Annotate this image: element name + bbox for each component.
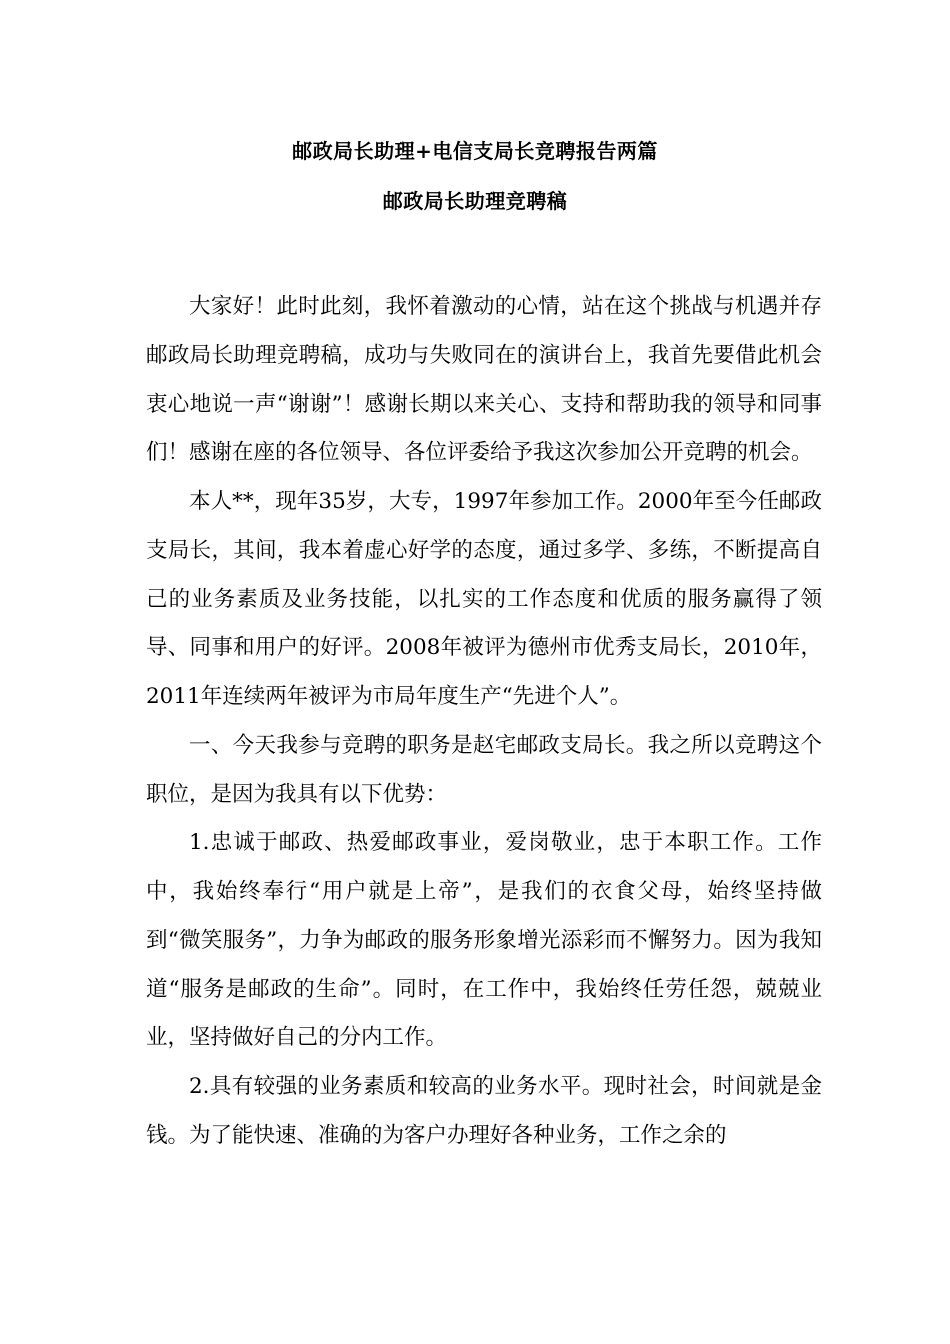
- paragraph-advantage-1: 1.忠诚于邮政、热爱邮政事业，爱岗敬业，忠于本职工作。工作中，我始终奉行“用户就是上帝”，是我们的衣食父母，始终坚持做到“微笑服务”，力争为邮政的服务形象增光添彩而不懈努力。因为我知道“服务是邮政的生命”。同时，在工作中，我始终任劳任怨，兢兢业业，坚持做好自己的分内工作。: [146, 830, 822, 1051]
- paragraph-position-reason: 一、今天我参与竞聘的职务是赵宅邮政支局长。我之所以竞聘这个职位，是因为我具有以下优势：: [146, 732, 822, 807]
- document-title: 邮政局长助理+电信支局长竞聘报告两篇: [292, 139, 658, 163]
- document-subtitle: 邮政局长助理竞聘稿: [382, 189, 568, 213]
- paragraph-self-introduction: 本人**，现年35岁，大专，1997年参加工作。2000年至今任邮政支局长，其间，我本着虚心好学的态度，通过多学、多练，不断提高自己的业务素质及业务技能，以扎实的工作态度和优质的服务赢得了领导、同事和用户的好评。2008年被评为德州市优秀支局长，2010年，2011年连续两年被评为市局年度生产“先进个人”。: [146, 489, 822, 709]
- document-body: [146, 283, 822, 1161]
- paragraph-advantage-2: 2.具有较强的业务素质和较高的业务水平。现时社会，时间就是金钱。为了能快速、准确的为客户办理好各种业务，工作之余的: [146, 1074, 822, 1148]
- paragraph-greeting: 大家好！此时此刻，我怀着激动的心情，站在这个挑战与机遇并存邮政局长助理竞聘稿，成功与失败同在的演讲台上，我首先要借此机会衷心地说一声“谢谢”！感谢长期以来关心、支持和帮助我的领导和同事们！感谢在座的各位领导、各位评委给予我这次参加公开竞聘的机会。: [146, 294, 822, 466]
